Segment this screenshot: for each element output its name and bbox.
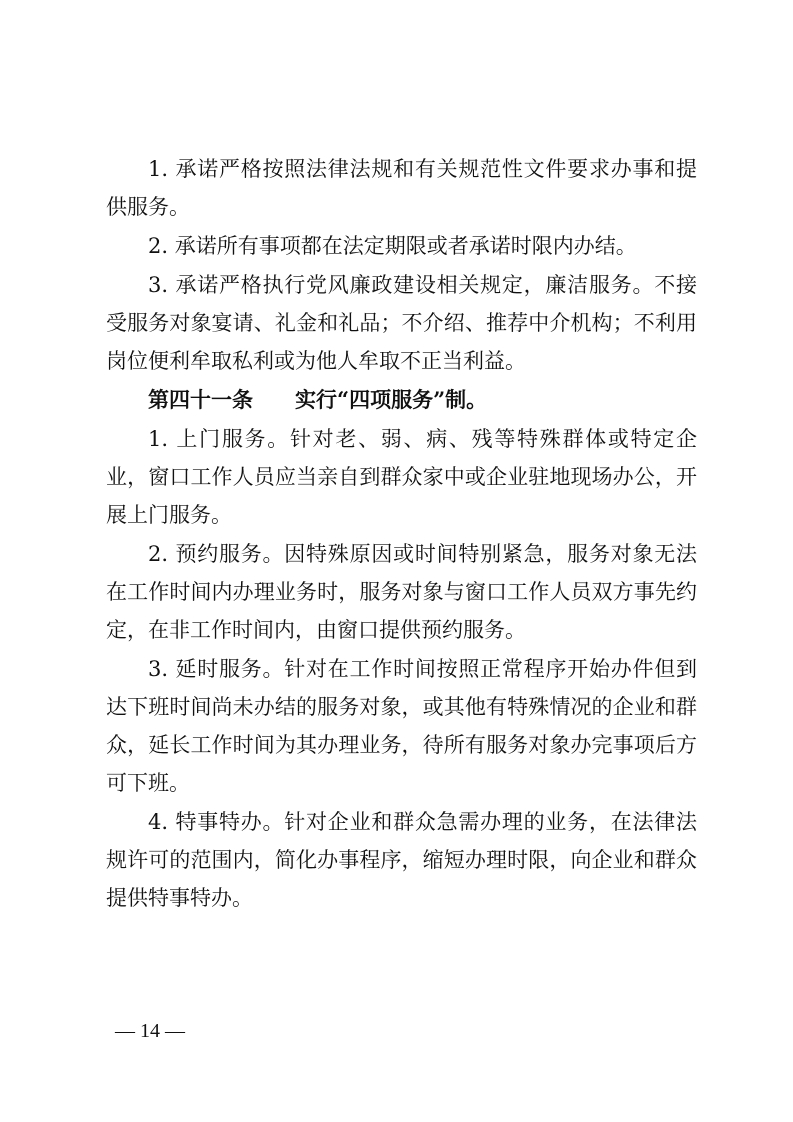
commitment-paragraph-3: 3. 承诺严格执行党风廉政建设相关规定，廉洁服务。不接受服务对象宴请、礼金和礼品；不介绍、推荐中介机构；不利用岗位便利牟取私利或为他人牟取不正当利益。 [106, 273, 697, 373]
service-item-onsite: 1. 上门服务。针对老、弱、病、残等特殊群体或特定企业，窗口工作人员应当亲自到群众家中或企业驻地现场办公，开展上门服务。 [106, 427, 697, 527]
service-item-special-handling: 4. 特事特办。针对企业和群众急需办理的业务，在法律法规许可的范围内，简化办事程序，缩短办理时限，向企业和群众提供特事特办。 [106, 810, 697, 910]
service-item-appointment: 2. 预约服务。因特殊原因或时间特别紧急，服务对象无法在工作时间内办理业务时，服务对象与窗口工作人员双方事先约定，在非工作时间内，由窗口提供预约服务。 [106, 542, 697, 642]
commitment-paragraph-1: 1. 承诺严格按照法律法规和有关规范性文件要求办事和提供服务。 [106, 157, 697, 219]
article-title: 实行“四项服务”制。 [295, 387, 488, 412]
document-body [106, 150, 697, 917]
article-heading [106, 381, 697, 419]
page-number: — 14 — [115, 1020, 185, 1042]
service-item-extended-hours: 3. 延时服务。针对在工作时间按照正常程序开始办件但到达下班时间尚未办结的服务对象，或其他有特殊情况的企业和群众，延长工作时间为其办理业务，待所有服务对象办完事项后方可下班。 [106, 657, 697, 795]
article-number: 第四十一条 [148, 387, 253, 412]
commitment-paragraph-2: 2. 承诺所有事项都在法定期限或者承诺时限内办结。 [148, 234, 637, 258]
